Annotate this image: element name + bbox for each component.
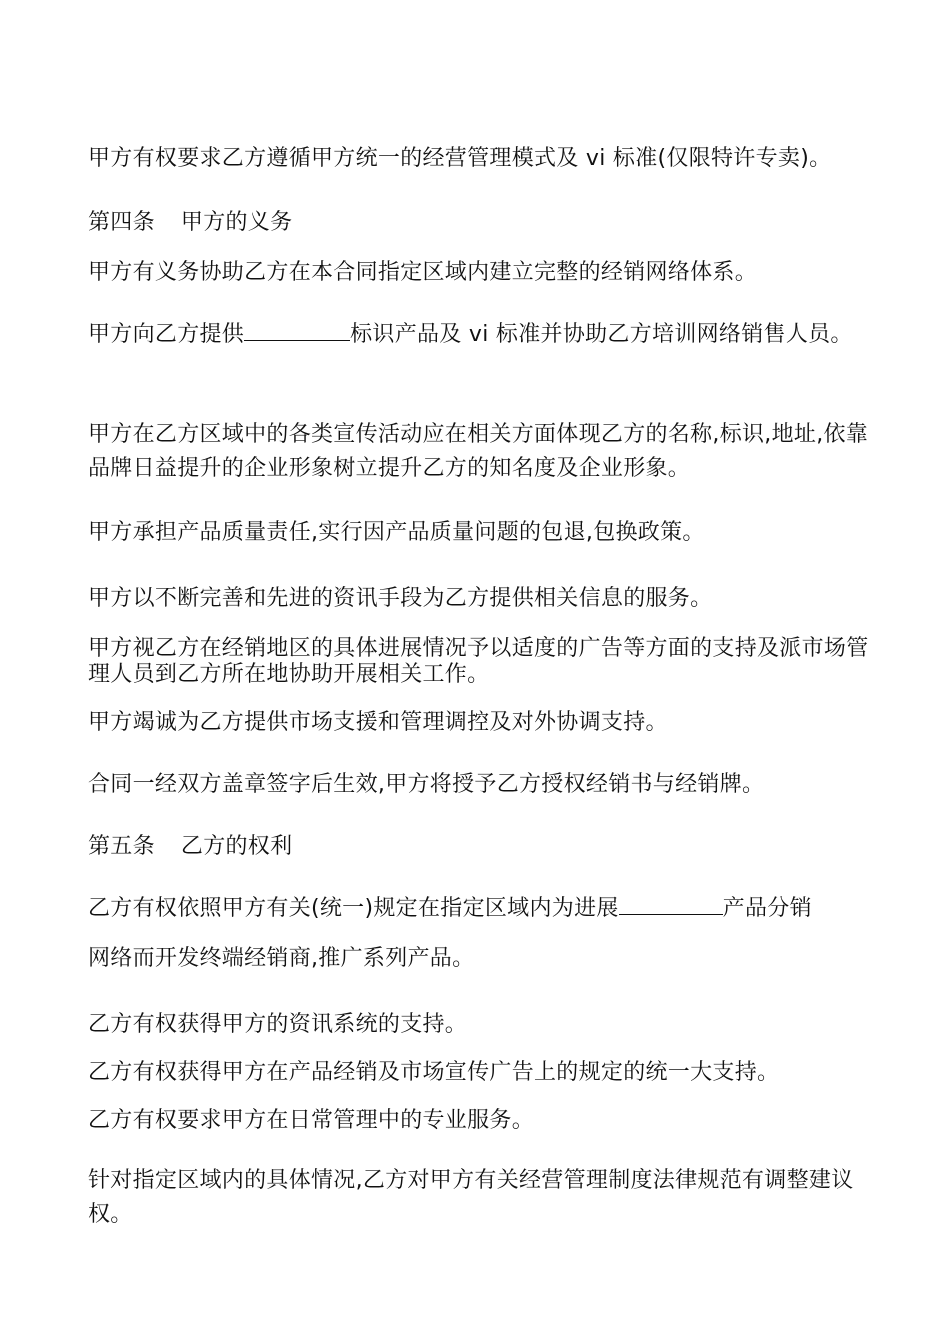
paragraph-text: 甲方竭诚为乙方提供市场支援和管理调控及对外协调支持。 (88, 710, 668, 735)
paragraph-text-before-blank: 乙方有权依照甲方有关(统一)规定在指定区域内为进展 (88, 896, 619, 921)
article-4-heading (88, 206, 878, 240)
article-title: 甲方的义务 (180, 210, 293, 235)
paragraph-contract-effective (88, 768, 878, 802)
paragraph-franchise-standard (88, 142, 878, 176)
paragraph-provide-products (88, 318, 878, 352)
paragraph-text: 针对指定区域内的具体情况,乙方对甲方有关经营管理制度法律规范有调整建议权。 (88, 1168, 854, 1227)
paragraph-text: 甲方视乙方在经销地区的具体进展情况予以适度的广告等方面的支持及派市场管理人员到乙方所在地协助开展相关工作。 (88, 636, 869, 687)
paragraph-distribution-network (88, 892, 878, 926)
paragraph-marketing-support (88, 1056, 878, 1090)
paragraph-quality-responsibility (88, 516, 878, 550)
paragraph-text: 乙方有权获得甲方在产品经销及市场宣传广告上的规定的统一大支持。 (88, 1060, 780, 1085)
paragraph-market-support (88, 706, 878, 740)
paragraph-text: 甲方有义务协助乙方在本合同指定区域内建立完整的经销网络体系。 (88, 260, 758, 285)
article-5-heading (88, 830, 878, 864)
paragraph-suggestion-right (88, 1164, 878, 1232)
paragraph-info-system-support (88, 1008, 878, 1042)
paragraph-text: 合同一经双方盖章签字后生效,甲方将授予乙方授权经销书与经销牌。 (88, 772, 765, 797)
paragraph-text: 乙方有权获得甲方的资讯系统的支持。 (88, 1012, 468, 1037)
paragraph-professional-service (88, 1104, 878, 1138)
article-number: 第四条 (88, 210, 155, 235)
paragraph-advertising-support (88, 636, 878, 688)
fill-in-blank (244, 320, 350, 341)
paragraph-text: 甲方在乙方区域中的各类宣传活动应在相关方面体现乙方的名称,标识,地址,依靠品牌日益提升的企业形象树立提升乙方的知名度及企业形象。 (88, 422, 869, 481)
paragraph-text-after-blank: 标识产品及 vi 标准并协助乙方培训网络销售人员。 (350, 322, 853, 347)
article-number: 第五条 (88, 834, 155, 859)
paragraph-text: 网络而开发终端经销商,推广系列产品。 (88, 946, 475, 971)
paragraph-text: 乙方有权要求甲方在日常管理中的专业服务。 (88, 1108, 535, 1133)
article-title: 乙方的权利 (180, 834, 293, 859)
paragraph-information-service (88, 582, 878, 616)
paragraph-text: 甲方有权要求乙方遵循甲方统一的经营管理模式及 vi 标准(仅限特许专卖)。 (88, 146, 832, 171)
paragraph-text-before-blank: 甲方向乙方提供 (88, 322, 245, 347)
paragraph-text: 甲方以不断完善和先进的资讯手段为乙方提供相关信息的服务。 (88, 586, 713, 611)
paragraph-distribution-network-line2 (88, 942, 878, 976)
paragraph-text-after-blank: 产品分销 (722, 896, 812, 921)
paragraph-promotion (88, 418, 878, 486)
fill-in-blank (619, 894, 723, 915)
paragraph-text: 甲方承担产品质量责任,实行因产品质量问题的包退,包换政策。 (88, 520, 705, 545)
paragraph-network-assistance (88, 256, 878, 290)
